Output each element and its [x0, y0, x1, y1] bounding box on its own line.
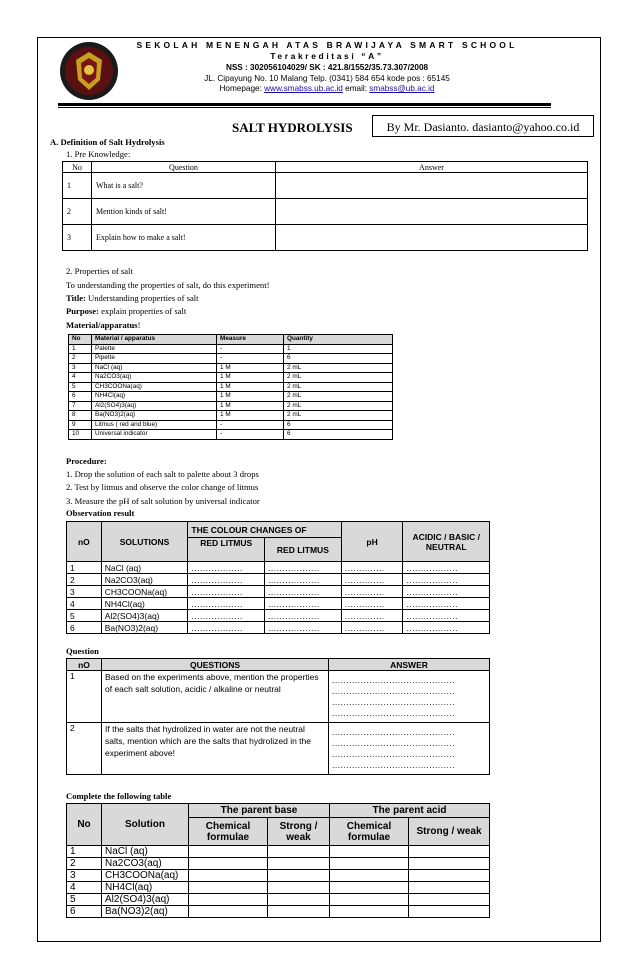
web-line [122, 84, 532, 93]
col-no: No [69, 335, 92, 345]
table-row: 5 Al2(SO4)3(aq) .................. .................. .............. .................. [67, 610, 490, 622]
table-row: 5 CH3COONa(aq) 1 M 2 mL [69, 382, 393, 392]
table-row: 4 Na2CO3(aq) 1 M 2 mL [69, 373, 393, 383]
materials-table [68, 334, 393, 440]
author-box: By Mr. Dasianto. dasianto@yahoo.co.id [372, 115, 594, 137]
row-question: What is a salt? [92, 173, 276, 199]
homepage-link[interactable]: www.smabss.ub.ac.id [264, 84, 343, 93]
col-red-litmus: RED LITMUS [188, 538, 265, 562]
table-row: 3 CH3COONa(aq) [67, 870, 490, 882]
col-no: No [67, 804, 102, 846]
col-ph: pH [341, 522, 403, 562]
question-heading: Question [66, 646, 99, 656]
col-acid-strength: Strong / weak [409, 818, 490, 846]
nss-line: NSS : 302056104029/ SK : 421.8/1552/35.73.307/2008 [225, 63, 429, 72]
answer-lines[interactable]: ........................................... ........................................... ........................................... ........................................... [329, 723, 490, 775]
table-row: 4 NH4Cl(aq) .................. .................. .............. .................. [67, 598, 490, 610]
table-row: 8 Ba(NO3)2(aq) 1 M 2 mL [69, 411, 393, 421]
col-colour-changes: THE COLOUR CHANGES OF [188, 522, 341, 538]
row-no: 1 [63, 173, 92, 199]
col-answer: ANSWER [329, 659, 490, 671]
table-row: 1 NaCl (aq) [67, 846, 490, 858]
col-no: nO [67, 659, 102, 671]
answer-lines[interactable]: ........................................... ........................................... ........................................... ........................................... [329, 671, 490, 723]
header-rule-thin [58, 107, 551, 108]
col-solution: Solution [102, 804, 189, 846]
pre-knowledge-table [62, 161, 588, 251]
col-solutions: SOLUTIONS [101, 522, 188, 562]
properties-heading: 2. Properties of salt [66, 266, 133, 276]
pre-knowledge-heading: 1. Pre Knowledge: [66, 149, 131, 159]
accreditation: Terakreditasi “A” [270, 51, 384, 61]
properties-intro: To understanding the properties of salt, do this experiment! [66, 280, 270, 290]
table-row: 3 NaCl (aq) 1 M 2 mL [69, 363, 393, 373]
answer-cell[interactable] [276, 225, 588, 251]
col-acid-formula: Chemical formulae [330, 818, 409, 846]
col-no: No [63, 162, 92, 173]
email-label: email: [345, 84, 367, 93]
procedure-step: 2. Test by litmus and observe the color change of litmus [66, 482, 259, 492]
row-question: Explain how to make a salt! [92, 225, 276, 251]
homepage-label: Homepage: [219, 84, 262, 93]
table-row: 4 NH4Cl(aq) [67, 882, 490, 894]
row-no: 3 [63, 225, 92, 251]
table-row: 5 Al2(SO4)3(aq) [67, 894, 490, 906]
address-line: JL. Cipayung No. 10 Malang Telp. (0341) 584 654 kode pos : 65145 [204, 74, 450, 83]
question-table [66, 658, 490, 775]
row-question: Mention kinds of salt! [92, 199, 276, 225]
table-row: 6 Ba(NO3)2(aq) .................. .................. .............. .................. [67, 622, 490, 634]
answer-cell[interactable] [276, 199, 588, 225]
purpose-line: Purpose: explain properties of salt [66, 306, 187, 316]
table-row: 2 If the salts that hydrolized in water are not the neutral salts, mention which are the salts that hydrolized in the experiment above! ........................................... ........................................... ........................................... ........................................... [67, 723, 490, 775]
col-measure: Measure [217, 335, 284, 345]
header-rule [58, 103, 551, 106]
school-header [122, 40, 532, 93]
email-link[interactable]: smabss@ub.ac.id [369, 84, 435, 93]
procedure-step: 1. Drop the solution of each salt to palette about 3 drops [66, 469, 259, 479]
procedure-step: 3. Measure the pH of salt solution by universal indicator [66, 496, 260, 506]
col-quantity: Quantity [284, 335, 393, 345]
table-row: 9 Litmus ( red and blue) - 6 [69, 420, 393, 430]
col-blue-litmus: RED LITMUS [265, 538, 342, 562]
title-line: Title: Understanding properties of salt [66, 293, 199, 303]
col-answer: Answer [276, 162, 588, 173]
observation-table [66, 521, 490, 634]
col-no: nO [67, 522, 102, 562]
col-material: Material / apparatus [92, 335, 217, 345]
complete-table [66, 803, 490, 918]
procedure-heading: Procedure: [66, 456, 107, 466]
material-heading: Material/apparatus! [66, 320, 141, 330]
table-row: 2 Na2CO3(aq) [67, 858, 490, 870]
table-row: 3 CH3COONa(aq) .................. .................. .............. .................. [67, 586, 490, 598]
col-questions: QUESTIONS [102, 659, 329, 671]
table-row: 2 Pipette - 6 [69, 354, 393, 364]
table-row: 2 Na2CO3(aq) .................. .................. .............. .................. [67, 574, 490, 586]
table-row: 1 Based on the experiments above, mention the properties of each salt solution, acidic / alkaline or neutral ........................................... ........................................... ........................................... ........................................... [67, 671, 490, 723]
col-acidic-basic: ACIDIC / BASIC / NEUTRAL [403, 522, 490, 562]
page-title: SALT HYDROLYSIS [232, 120, 353, 135]
col-parent-base: The parent base [189, 804, 330, 818]
row-no: 2 [63, 199, 92, 225]
observation-heading: Observation result [66, 508, 135, 518]
table-row: 6 NH4Cl(aq) 1 M 2 mL [69, 392, 393, 402]
table-row: 10 Universal indicator - 6 [69, 430, 393, 440]
table-row: 1 Palette - 1 [69, 344, 393, 354]
col-base-formula: Chemical formulae [189, 818, 268, 846]
school-name: SEKOLAH MENENGAH ATAS BRAWIJAYA SMART SCHOOL [136, 40, 518, 50]
answer-cell[interactable] [276, 173, 588, 199]
col-parent-acid: The parent acid [330, 804, 490, 818]
table-row: 6 Ba(NO3)2(aq) [67, 906, 490, 918]
section-a-heading: A. Definition of Salt Hydrolysis [50, 137, 165, 147]
table-row: 7 Al2(SO4)3(aq) 1 M 2 mL [69, 401, 393, 411]
table-row: 1 NaCl (aq) .................. .................. .............. .................. [67, 562, 490, 574]
school-logo-icon [58, 40, 120, 102]
complete-heading: Complete the following table [66, 791, 172, 801]
col-question: Question [92, 162, 276, 173]
col-base-strength: Strong / weak [268, 818, 330, 846]
